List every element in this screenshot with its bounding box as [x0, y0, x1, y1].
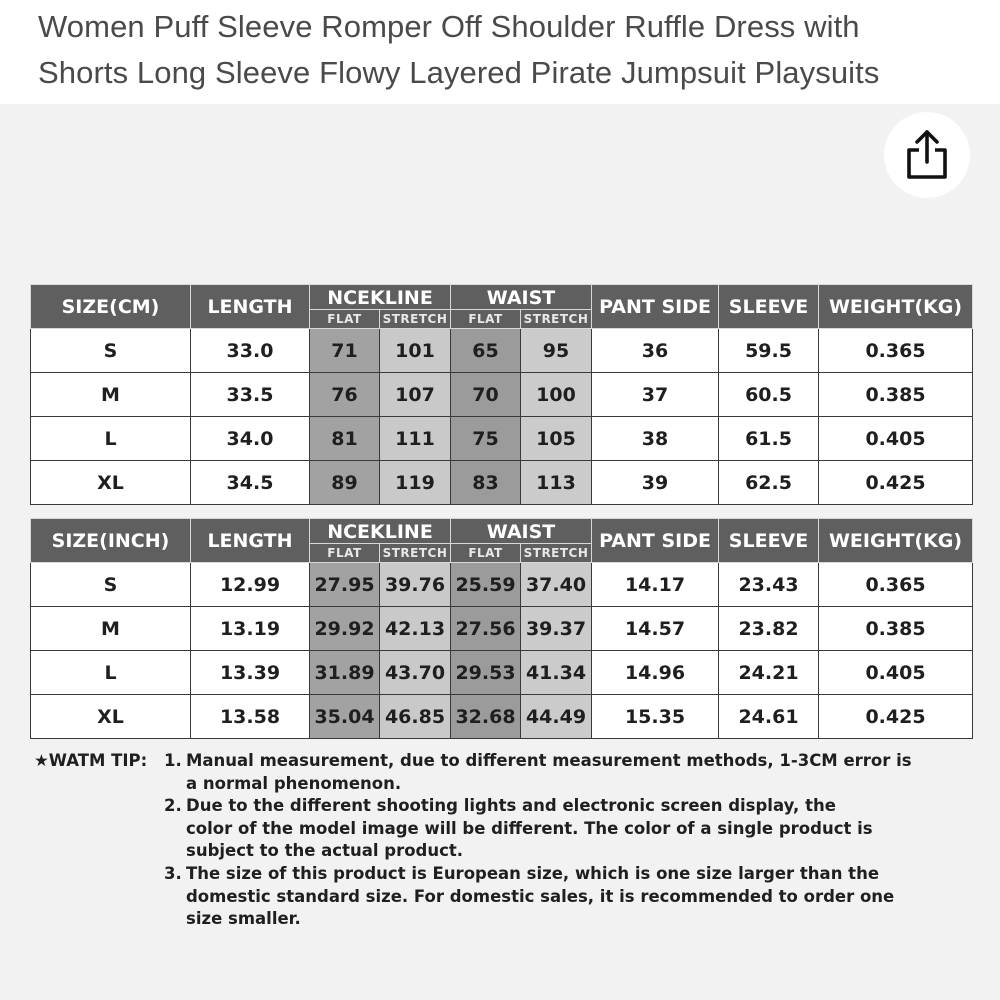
subheader-neckline-stretch: STRETCH	[380, 310, 451, 329]
cell-neckline-stretch: 101	[380, 329, 451, 373]
cell-waist-flat: 75	[451, 417, 521, 461]
cell-neckline-stretch: 46.85	[380, 695, 451, 739]
tip-text: Due to the different shooting lights and electronic screen display, the color of the model image will be different. The color of a single product is subject to the actual product.	[186, 796, 873, 861]
cell-length: 34.0	[191, 417, 310, 461]
cell-size: XL	[31, 461, 191, 505]
cell-sleeve: 24.21	[719, 651, 819, 695]
subheader-waist-stretch: STRETCH	[521, 544, 592, 563]
cell-size: L	[31, 651, 191, 695]
cell-neckline-flat: 76	[310, 373, 380, 417]
cell-pant-side: 38	[592, 417, 719, 461]
cell-neckline-stretch: 107	[380, 373, 451, 417]
table-row	[31, 373, 973, 417]
cell-waist-flat: 29.53	[451, 651, 521, 695]
cell-length: 12.99	[191, 563, 310, 607]
cell-weight: 0.425	[819, 461, 973, 505]
subheader-waist-flat: FLAT	[451, 310, 521, 329]
cell-length: 13.39	[191, 651, 310, 695]
tip-item	[164, 863, 964, 931]
cell-size: S	[31, 329, 191, 373]
cell-neckline-flat: 35.04	[310, 695, 380, 739]
share-button[interactable]	[884, 112, 970, 198]
cell-length: 33.5	[191, 373, 310, 417]
cell-waist-stretch: 95	[521, 329, 592, 373]
header-pant-side: PANT SIDE	[592, 519, 719, 563]
tip-item	[164, 795, 964, 863]
cell-sleeve: 24.61	[719, 695, 819, 739]
cell-waist-flat: 27.56	[451, 607, 521, 651]
cell-waist-flat: 65	[451, 329, 521, 373]
cell-length: 13.58	[191, 695, 310, 739]
tip-text: Manual measurement, due to different measurement methods, 1-3CM error is a normal phenomenon.	[186, 751, 912, 793]
tips-label: ★WATM TIP:	[34, 751, 148, 770]
cell-weight: 0.405	[819, 651, 973, 695]
header-sleeve: SLEEVE	[719, 519, 819, 563]
header-size: SIZE(CM)	[31, 285, 191, 329]
cell-neckline-stretch: 42.13	[380, 607, 451, 651]
header-length: LENGTH	[191, 285, 310, 329]
tip-number: 3.	[164, 864, 182, 883]
header-weight: WEIGHT(KG)	[819, 285, 973, 329]
tip-item	[164, 750, 964, 795]
cell-sleeve: 62.5	[719, 461, 819, 505]
cell-waist-stretch: 39.37	[521, 607, 592, 651]
subheader-waist-flat: FLAT	[451, 544, 521, 563]
size-chart-inch	[30, 518, 973, 739]
cell-pant-side: 14.17	[592, 563, 719, 607]
cell-waist-flat: 32.68	[451, 695, 521, 739]
cell-pant-side: 37	[592, 373, 719, 417]
cell-waist-stretch: 113	[521, 461, 592, 505]
cell-neckline-stretch: 111	[380, 417, 451, 461]
header-neckline: NCEKLINE	[310, 519, 451, 544]
subheader-neckline-stretch: STRETCH	[380, 544, 451, 563]
table-row	[31, 329, 973, 373]
cell-pant-side: 14.96	[592, 651, 719, 695]
cell-waist-stretch: 41.34	[521, 651, 592, 695]
cell-waist-stretch: 44.49	[521, 695, 592, 739]
cell-sleeve: 23.43	[719, 563, 819, 607]
cell-sleeve: 61.5	[719, 417, 819, 461]
cell-weight: 0.425	[819, 695, 973, 739]
cell-size: M	[31, 607, 191, 651]
header-weight: WEIGHT(KG)	[819, 519, 973, 563]
cell-neckline-flat: 27.95	[310, 563, 380, 607]
cell-size: M	[31, 373, 191, 417]
size-chart-cm	[30, 284, 973, 505]
cell-neckline-flat: 71	[310, 329, 380, 373]
cell-sleeve: 60.5	[719, 373, 819, 417]
tip-number: 1.	[164, 751, 182, 770]
cell-waist-stretch: 100	[521, 373, 592, 417]
cell-size: S	[31, 563, 191, 607]
cell-weight: 0.365	[819, 329, 973, 373]
table-row	[31, 651, 973, 695]
cell-size: L	[31, 417, 191, 461]
cell-weight: 0.385	[819, 373, 973, 417]
tip-text: The size of this product is European size, which is one size larger than the domestic standard size. For domestic sales, it is recommended to order one size smaller.	[186, 864, 895, 929]
cell-neckline-flat: 29.92	[310, 607, 380, 651]
header-size: SIZE(INCH)	[31, 519, 191, 563]
header-length: LENGTH	[191, 519, 310, 563]
cell-neckline-flat: 31.89	[310, 651, 380, 695]
table-row	[31, 607, 973, 651]
cell-waist-flat: 25.59	[451, 563, 521, 607]
cell-neckline-flat: 81	[310, 417, 380, 461]
cell-pant-side: 39	[592, 461, 719, 505]
cell-waist-flat: 70	[451, 373, 521, 417]
cell-pant-side: 15.35	[592, 695, 719, 739]
cell-waist-flat: 83	[451, 461, 521, 505]
subheader-neckline-flat: FLAT	[310, 544, 380, 563]
subheader-waist-stretch: STRETCH	[521, 310, 592, 329]
cell-waist-stretch: 37.40	[521, 563, 592, 607]
table-row	[31, 417, 973, 461]
cell-length: 33.0	[191, 329, 310, 373]
cell-length: 13.19	[191, 607, 310, 651]
cell-weight: 0.385	[819, 607, 973, 651]
cell-pant-side: 14.57	[592, 607, 719, 651]
tip-number: 2.	[164, 796, 182, 815]
share-icon	[905, 129, 949, 181]
cell-sleeve: 23.82	[719, 607, 819, 651]
cell-weight: 0.365	[819, 563, 973, 607]
cell-neckline-stretch: 43.70	[380, 651, 451, 695]
table-row	[31, 461, 973, 505]
table-row	[31, 563, 973, 607]
table-row	[31, 695, 973, 739]
header-neckline: NCEKLINE	[310, 285, 451, 310]
cell-weight: 0.405	[819, 417, 973, 461]
header-pant-side: PANT SIDE	[592, 285, 719, 329]
cell-neckline-stretch: 119	[380, 461, 451, 505]
product-title-line-1: Women Puff Sleeve Romper Off Shoulder Ruffle Dress with	[38, 9, 860, 44]
cell-size: XL	[31, 695, 191, 739]
header-sleeve: SLEEVE	[719, 285, 819, 329]
cell-pant-side: 36	[592, 329, 719, 373]
header-waist: WAIST	[451, 519, 592, 544]
cell-neckline-stretch: 39.76	[380, 563, 451, 607]
cell-sleeve: 59.5	[719, 329, 819, 373]
cell-neckline-flat: 89	[310, 461, 380, 505]
cell-waist-stretch: 105	[521, 417, 592, 461]
product-title	[38, 4, 978, 96]
header-waist: WAIST	[451, 285, 592, 310]
product-title-line-2: Shorts Long Sleeve Flowy Layered Pirate Jumpsuit Playsuits	[38, 55, 880, 90]
subheader-neckline-flat: FLAT	[310, 310, 380, 329]
cell-length: 34.5	[191, 461, 310, 505]
